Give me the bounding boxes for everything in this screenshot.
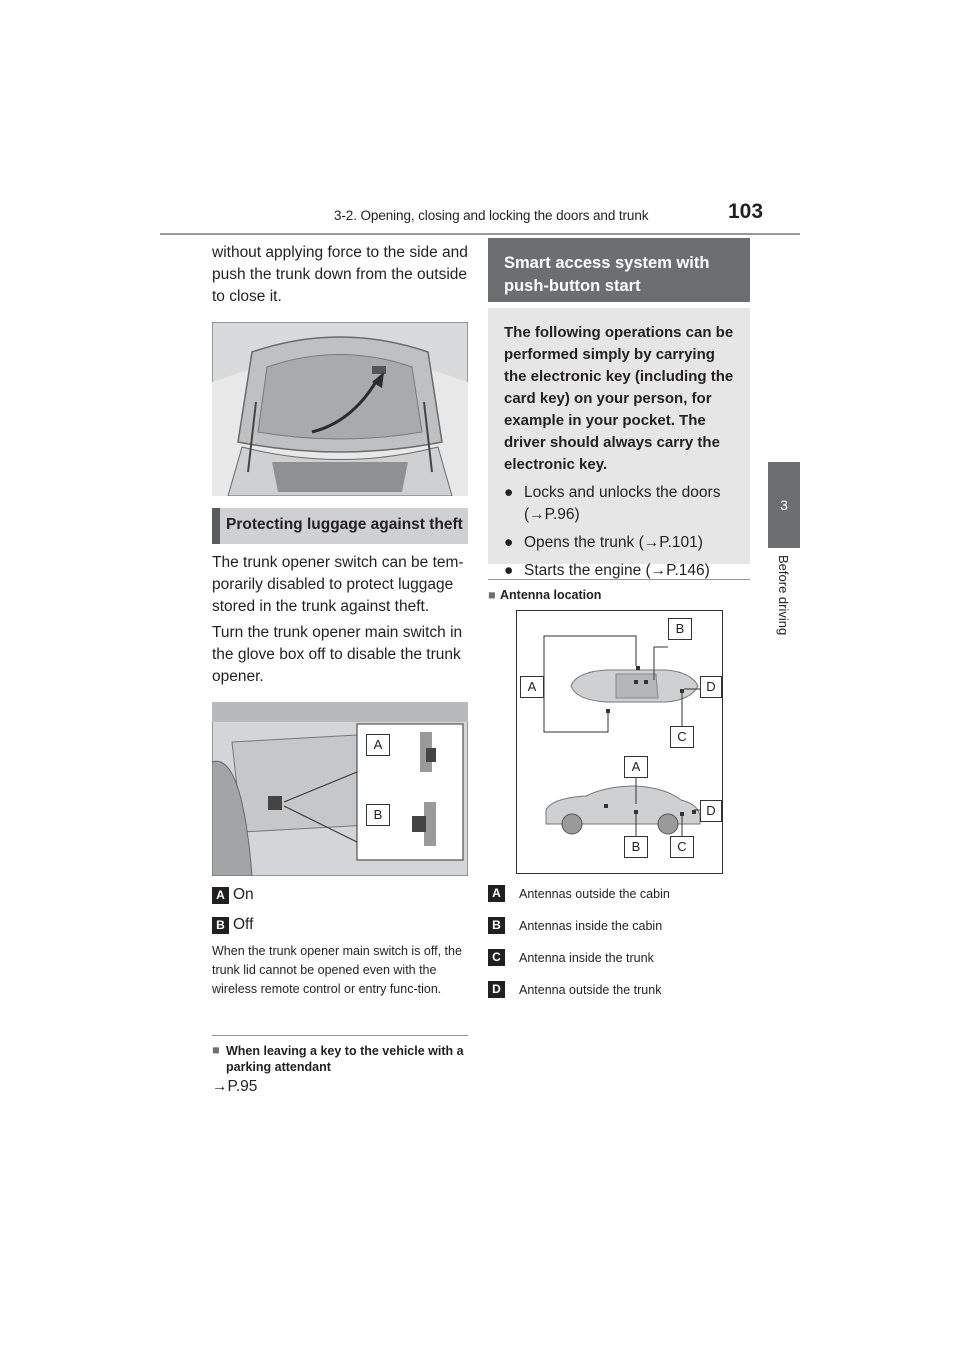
diagram-callout-c-bottom: C <box>670 836 694 858</box>
bullet-text: Opens the trunk (→P.101) <box>524 534 703 551</box>
protecting-luggage-heading-text: Protecting luggage against theft <box>226 516 463 533</box>
diagram-callout-a-top: A <box>520 676 544 698</box>
trunk-lid-illustration <box>212 322 468 496</box>
bullet-item <box>504 482 734 526</box>
antenna-legend-c <box>488 949 654 966</box>
legend-text: Antennas inside the cabin <box>519 918 663 933</box>
legend-row-on <box>212 886 254 904</box>
protecting-luggage-heading <box>212 508 468 544</box>
legend-row-off <box>212 916 253 934</box>
diagram-callout-d-top: D <box>700 676 722 698</box>
legend-letter: A <box>488 885 505 902</box>
legend-text: Off <box>233 916 254 933</box>
page-number: 103 <box>728 200 764 223</box>
glove-box-illustration <box>212 702 468 876</box>
chapter-label <box>772 555 796 655</box>
bullet-item <box>504 532 734 554</box>
legend-text: Antenna outside the trunk <box>519 982 662 997</box>
intro-text: without applying force to the side and push the trunk down from the outside to close it. <box>212 244 468 305</box>
trunk-disable-paragraph: The trunk opener switch can be tem-porarily disabled to protect luggage stored in the trunk against theft. <box>212 554 464 615</box>
legend-letter: B <box>488 917 505 934</box>
legend-letter: D <box>488 981 505 998</box>
subhead-marker: ■ <box>488 588 496 602</box>
diagram-callout-a-bottom: A <box>624 756 648 778</box>
chapter-label-text: Before driving <box>776 555 791 636</box>
main-switch-paragraph: Turn the trunk opener main switch in the glove box off to disable the trunk opener. <box>212 624 463 685</box>
antenna-legend-b <box>488 917 662 934</box>
legend-letter: B <box>212 917 229 934</box>
smart-access-heading: Smart access system with push-button start <box>488 238 750 302</box>
subhead-text: When leaving a key to the vehicle with a parking attendant <box>226 1044 464 1074</box>
trunk-lid-figure <box>212 322 468 496</box>
figure-callout-a: A <box>366 734 390 756</box>
main-switch-note: When the trunk opener main switch is off, the trunk lid cannot be opened even with the wireless remote control or entry func-tion. <box>212 944 462 996</box>
header-divider <box>160 233 800 235</box>
figure-callout-b: B <box>366 804 390 826</box>
smart-access-box <box>488 308 750 579</box>
glove-box-figure <box>212 702 468 876</box>
parking-attendant-ref[interactable]: →P.95 <box>212 1078 258 1095</box>
section-title: 3-2. Opening, closing and locking the doors and trunk <box>334 208 649 223</box>
chapter-tab: 3 <box>768 462 800 548</box>
bullet-text: Starts the engine (→P.146) <box>524 562 710 579</box>
antenna-location-subhead <box>488 586 601 604</box>
diagram-callout-b-bottom: B <box>624 836 648 858</box>
diagram-callout-c-top: C <box>670 726 694 748</box>
heading-accent-bar <box>212 508 220 544</box>
bullet-text: Locks and unlocks the doors (→P.96) <box>524 484 721 523</box>
bullet-icon: ● <box>504 534 514 551</box>
legend-letter: A <box>212 887 229 904</box>
diagram-callout-b-top: B <box>668 618 692 640</box>
legend-text: Antenna inside the trunk <box>519 950 654 965</box>
legend-letter: C <box>488 949 505 966</box>
subhead-text: Antenna location <box>500 588 602 602</box>
bullet-icon: ● <box>504 562 514 579</box>
smart-access-intro: The following operations can be performed simply by carrying the electronic key (including the card key) on your person, for example in your pocket. The driver should always carry the electronic key. <box>504 324 734 473</box>
parking-attendant-subhead <box>212 1043 468 1075</box>
antenna-divider <box>488 579 750 580</box>
antenna-diagram <box>516 610 723 874</box>
subsection-divider <box>212 1035 468 1036</box>
antenna-legend-a <box>488 885 670 902</box>
subhead-marker: ■ <box>212 1043 220 1057</box>
antenna-legend-d <box>488 981 661 998</box>
diagram-callout-d-bottom: D <box>700 800 722 822</box>
legend-text: On <box>233 886 254 903</box>
legend-text: Antennas outside the cabin <box>519 886 670 901</box>
bullet-icon: ● <box>504 484 514 501</box>
